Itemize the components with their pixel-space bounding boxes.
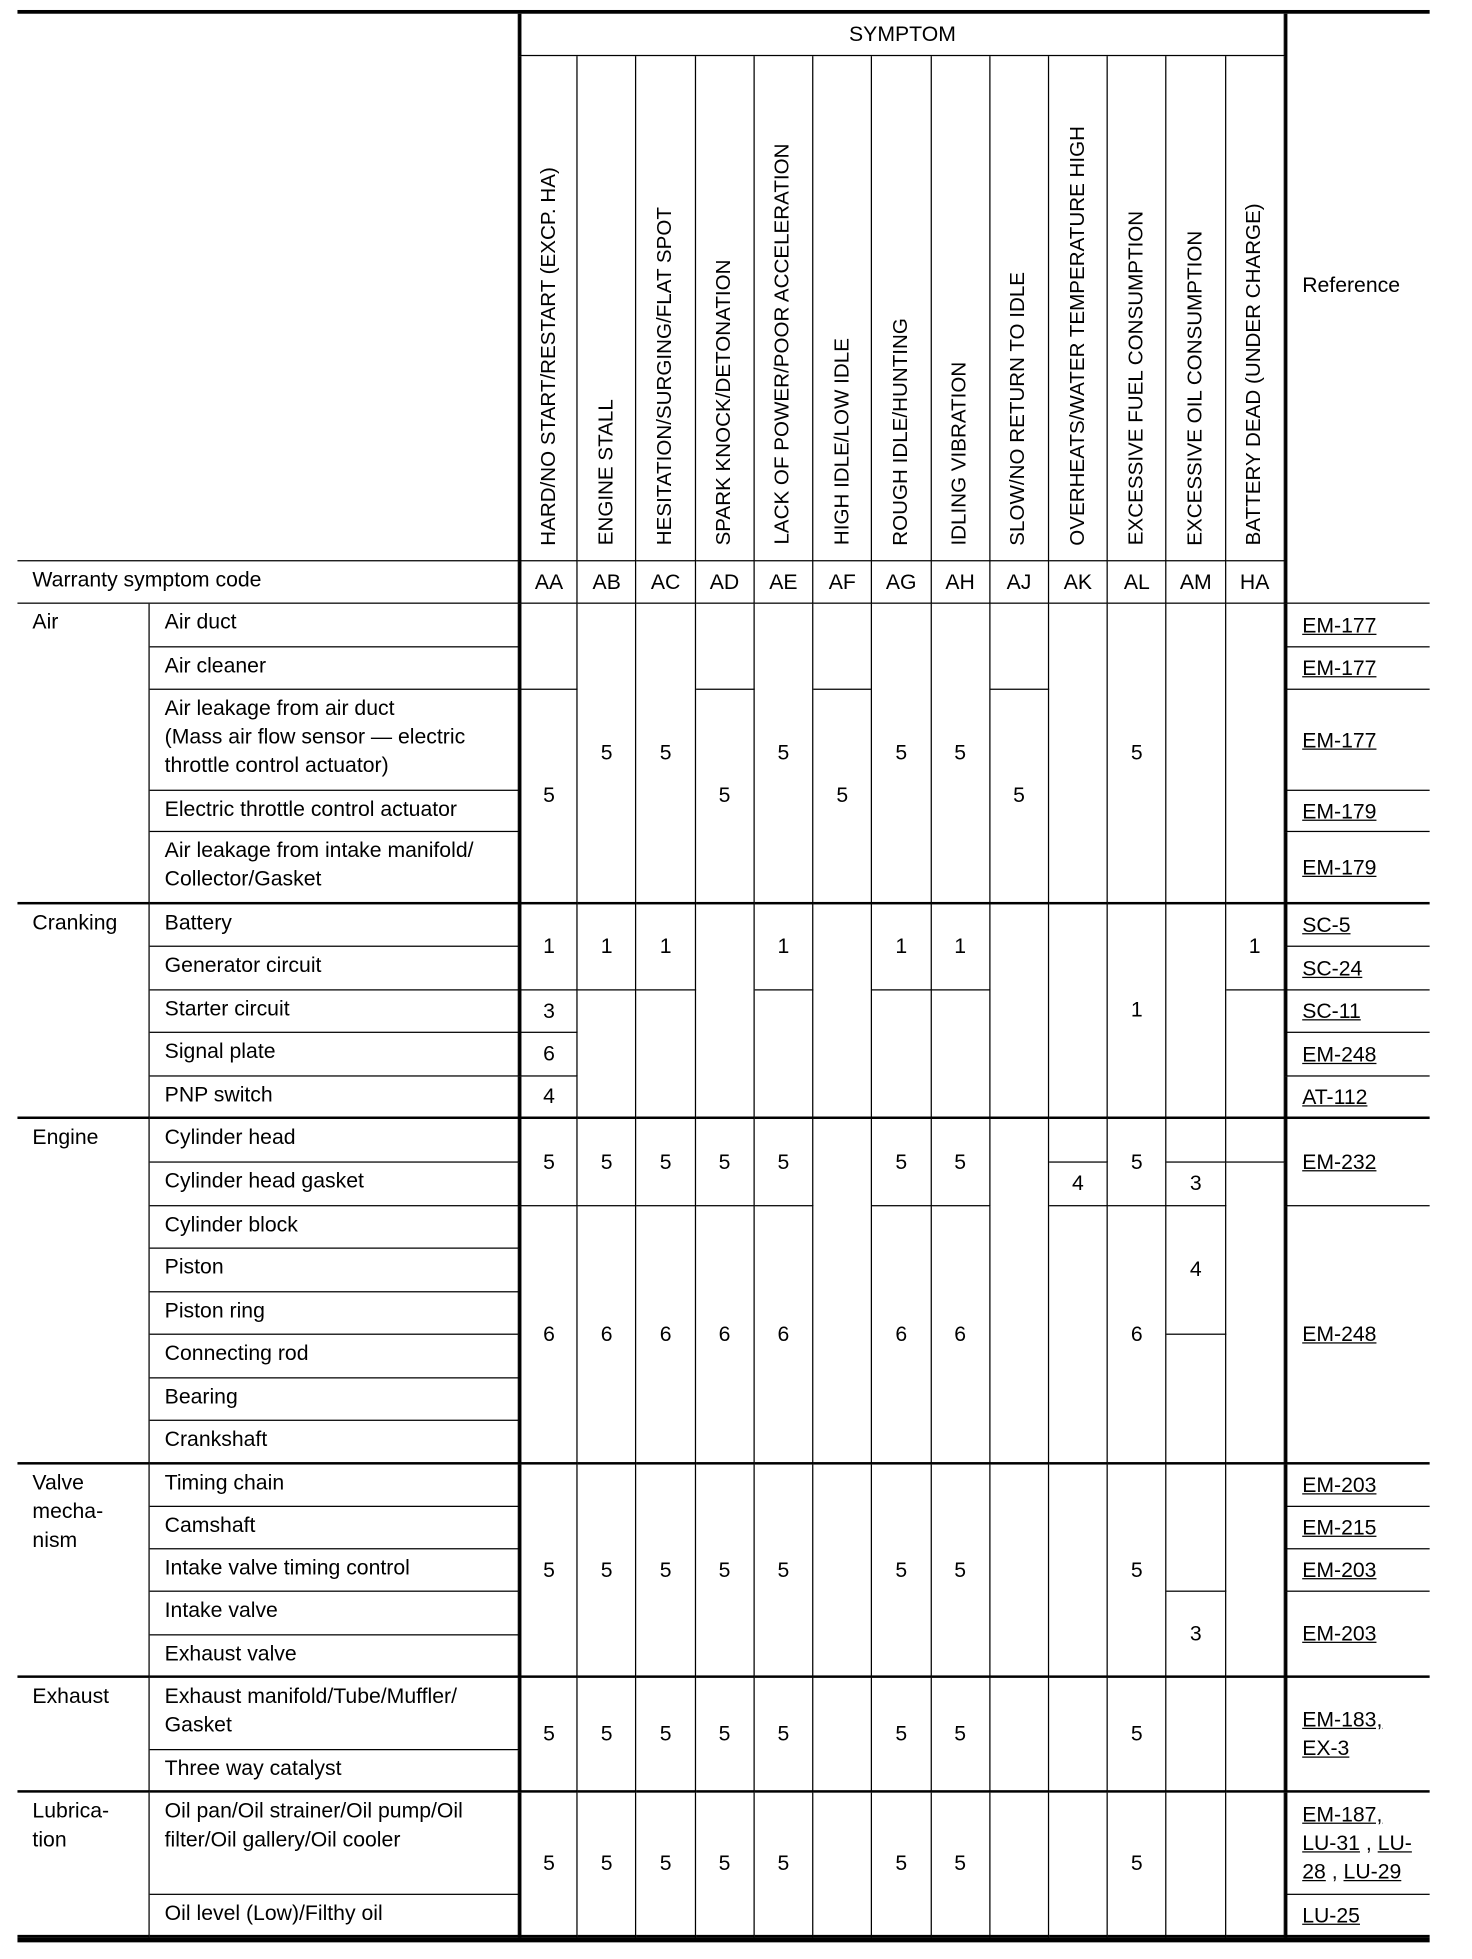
reference-cell xyxy=(1285,1465,1430,1507)
rank-cell: 5 xyxy=(637,1465,696,1678)
reference-link[interactable]: LU-25 xyxy=(1302,1903,1360,1927)
rank-cell xyxy=(813,1119,872,1465)
item-label: Air leakage from air duct (Mass air flow sensor — electric throttle control actuator) xyxy=(150,690,519,791)
rank-cell xyxy=(1226,1793,1285,1938)
symptom-code: AA xyxy=(519,561,578,603)
item-label: PNP switch xyxy=(150,1077,519,1119)
item-label: Piston ring xyxy=(150,1292,519,1334)
reference-link[interactable]: EX-3 xyxy=(1302,1736,1350,1761)
rank-cell: 6 xyxy=(637,1206,696,1464)
group-label: Cranking xyxy=(17,904,149,1119)
rank-cell: 5 xyxy=(519,1678,578,1793)
item-label: Timing chain xyxy=(150,1465,519,1507)
rank-cell: 5 xyxy=(755,1793,814,1938)
item-label: Signal plate xyxy=(150,1033,519,1077)
rank-cell: 1 xyxy=(872,904,931,990)
symptom-header-ah xyxy=(931,56,990,561)
reference-link[interactable]: EM-203 xyxy=(1302,1558,1377,1582)
reference-link[interactable]: EM-177 xyxy=(1302,727,1377,752)
rank-cell: 5 xyxy=(872,1793,931,1938)
rank-cell xyxy=(1226,1465,1285,1678)
reference-link[interactable]: LU-31 xyxy=(1302,1831,1360,1856)
rank-cell xyxy=(931,991,990,1119)
reference-cell xyxy=(1285,991,1430,1033)
rank-cell xyxy=(1167,604,1226,905)
rank-cell: 5 xyxy=(931,1465,990,1678)
rank-cell: 5 xyxy=(755,1678,814,1793)
symptom-header-af xyxy=(813,56,872,561)
rank-cell xyxy=(1226,1678,1285,1793)
item-label: Connecting rod xyxy=(150,1335,519,1379)
rank-cell xyxy=(1167,1465,1226,1592)
symptom-code: AJ xyxy=(990,561,1049,603)
rank-cell: 1 xyxy=(637,904,696,990)
rank-cell xyxy=(990,1678,1049,1793)
rank-cell: 4 xyxy=(1167,1206,1226,1334)
rank-cell: 6 xyxy=(578,1206,637,1464)
rank-cell xyxy=(1167,1678,1226,1793)
symptom-header-am xyxy=(1167,56,1226,561)
rank-cell xyxy=(813,904,872,1119)
reference-cell xyxy=(1285,690,1430,791)
corner-cell xyxy=(17,14,518,562)
rank-cell: 6 xyxy=(931,1206,990,1464)
rank-cell xyxy=(1226,604,1285,905)
item-label: Three way catalyst xyxy=(150,1750,519,1792)
rank-cell xyxy=(1049,1793,1108,1938)
symptom-code: AB xyxy=(578,561,637,603)
rank-cell xyxy=(990,1465,1049,1678)
symptom-code: AK xyxy=(1049,561,1108,603)
item-label: Starter circuit xyxy=(150,991,519,1033)
rank-cell: 5 xyxy=(578,1465,637,1678)
rank-cell: 5 xyxy=(578,1793,637,1938)
symptom-header-ha xyxy=(1226,56,1285,561)
rank-cell xyxy=(1049,1206,1108,1464)
reference-cell xyxy=(1285,1895,1430,1937)
symptom-heading: SYMPTOM xyxy=(519,14,1285,56)
rank-cell: 3 xyxy=(519,991,578,1033)
symptom-code: AF xyxy=(813,561,872,603)
reference-cell xyxy=(1285,947,1430,991)
rank-cell: 5 xyxy=(755,1465,814,1678)
reference-link[interactable]: EM-177 xyxy=(1302,613,1377,637)
rank-cell: 5 xyxy=(872,1465,931,1678)
reference-link[interactable]: SC-11 xyxy=(1302,999,1361,1023)
rank-cell: 5 xyxy=(637,1793,696,1938)
reference-cell xyxy=(1285,1119,1430,1206)
item-label: Air duct xyxy=(150,604,519,648)
rank-cell: 1 xyxy=(519,904,578,990)
rank-cell: 5 xyxy=(872,1678,931,1793)
symptom-name: EXCESSIVE FUEL CONSUMPTION xyxy=(1124,210,1148,546)
rank-cell xyxy=(813,1793,872,1938)
group-label: Air xyxy=(17,604,149,905)
item-label: Exhaust manifold/Tube/Muffler/ Gasket xyxy=(150,1678,519,1750)
rank-cell: 5 xyxy=(755,1119,814,1206)
rank-cell: 5 xyxy=(1108,1119,1167,1206)
reference-link[interactable]: SC-5 xyxy=(1302,913,1351,937)
rank-cell xyxy=(696,904,755,1119)
reference-link[interactable]: EM-179 xyxy=(1302,855,1377,879)
symptom-code: AE xyxy=(755,561,814,603)
item-label: Generator circuit xyxy=(150,947,519,991)
rank-cell: 4 xyxy=(519,1077,578,1119)
rank-cell: 5 xyxy=(637,1678,696,1793)
rank-cell xyxy=(1049,1465,1108,1678)
rank-cell xyxy=(1167,1793,1226,1938)
rank-cell: 5 xyxy=(1108,1678,1167,1793)
rank-cell xyxy=(1226,991,1285,1119)
rank-cell xyxy=(1167,904,1226,1119)
rank-cell xyxy=(1226,1163,1285,1465)
symptom-name: HIGH IDLE/LOW IDLE xyxy=(830,338,853,546)
rank-cell: 5 xyxy=(519,690,578,905)
item-label: Battery xyxy=(150,904,519,946)
rank-cell: 5 xyxy=(931,604,990,905)
rank-cell: 5 xyxy=(696,1678,755,1793)
rank-cell xyxy=(519,604,578,690)
reference-cell xyxy=(1285,1793,1430,1895)
item-label: Exhaust valve xyxy=(150,1635,519,1677)
symptom-code: AM xyxy=(1167,561,1226,603)
item-label: Air leakage from intake manifold/ Collector/Gasket xyxy=(150,832,519,904)
symptom-name: SLOW/NO RETURN TO IDLE xyxy=(1007,271,1030,546)
rank-cell xyxy=(1049,904,1108,1119)
reference-link[interactable]: EM-203 xyxy=(1302,1473,1377,1497)
rank-cell: 1 xyxy=(1108,904,1167,1119)
warranty-code-label: Warranty symptom code xyxy=(17,561,518,603)
item-label: Cylinder block xyxy=(150,1206,519,1248)
symptom-name: HESITATION/SURGING/FLAT SPOT xyxy=(653,207,677,546)
symptom-header-aj xyxy=(990,56,1049,561)
rank-cell: 3 xyxy=(1167,1163,1226,1207)
rank-cell: 1 xyxy=(1226,904,1285,990)
rank-cell xyxy=(813,1678,872,1793)
rank-cell: 6 xyxy=(519,1206,578,1464)
symptom-code: AG xyxy=(872,561,931,603)
symptom-header-ak xyxy=(1049,56,1108,561)
rank-cell xyxy=(813,1465,872,1678)
symptom-name: OVERHEATS/WATER TEMPERATURE HIGH xyxy=(1066,125,1089,546)
symptom-name: HARD/NO START/RESTART (EXCP. HA) xyxy=(537,166,560,546)
reference-link[interactable]: SC-24 xyxy=(1302,956,1363,980)
rank-cell xyxy=(813,604,872,690)
rank-cell: 6 xyxy=(696,1206,755,1464)
symptom-code: HA xyxy=(1226,561,1285,603)
group-label: Valve mecha- nism xyxy=(17,1465,149,1678)
reference-link[interactable]: EM-248 xyxy=(1302,1042,1377,1066)
item-label: Electric throttle control actuator xyxy=(150,791,519,832)
rank-cell: 5 xyxy=(696,690,755,905)
rank-cell: 5 xyxy=(755,604,814,905)
symptom-header-aa xyxy=(519,56,578,561)
rank-cell xyxy=(1049,604,1108,905)
symptom-name: LACK OF POWER/POOR ACCELERATION xyxy=(771,144,795,546)
item-label: Oil level (Low)/Filthy oil xyxy=(150,1895,519,1937)
reference-link[interactable]: EM-177 xyxy=(1302,656,1377,680)
reference-link[interactable]: EM-179 xyxy=(1302,799,1377,823)
rank-cell xyxy=(990,1793,1049,1938)
rank-cell: 5 xyxy=(872,1119,931,1206)
rank-cell: 5 xyxy=(578,1678,637,1793)
reference-cell xyxy=(1285,647,1430,689)
reference-link[interactable]: EM-203 xyxy=(1302,1621,1377,1646)
rank-cell: 5 xyxy=(931,1793,990,1938)
diagnosis-table xyxy=(17,10,1429,1942)
rank-cell: 5 xyxy=(519,1465,578,1678)
item-label: Cylinder head gasket xyxy=(150,1163,519,1207)
rank-cell xyxy=(1167,1119,1226,1163)
rank-cell: 5 xyxy=(696,1793,755,1938)
rank-cell xyxy=(637,991,696,1119)
reference-heading: Reference xyxy=(1285,14,1430,604)
reference-link[interactable]: EM-183, xyxy=(1302,1707,1383,1732)
rank-cell xyxy=(990,604,1049,690)
group-label: Exhaust xyxy=(17,1678,149,1793)
rank-cell: 5 xyxy=(696,1465,755,1678)
symptom-code: AC xyxy=(637,561,696,603)
rank-cell: 5 xyxy=(990,690,1049,905)
reference-cell xyxy=(1285,791,1430,832)
rank-cell xyxy=(1167,1335,1226,1465)
symptom-name: ENGINE STALL xyxy=(594,399,618,546)
reference-link[interactable]: EM-215 xyxy=(1302,1515,1377,1540)
reference-cell xyxy=(1285,1678,1430,1793)
symptom-name: EXCESSIVE OIL CONSUMPTION xyxy=(1183,230,1207,546)
rank-cell: 3 xyxy=(1167,1592,1226,1678)
symptom-code: AD xyxy=(696,561,755,603)
rank-cell xyxy=(578,991,637,1119)
item-label: Crankshaft xyxy=(150,1421,519,1465)
symptom-header-al xyxy=(1108,56,1167,561)
reference-link[interactable]: EM-187, xyxy=(1302,1802,1383,1827)
item-label: Oil pan/Oil strainer/Oil pump/Oil filter/Oil gallery/Oil cooler xyxy=(150,1793,519,1895)
rank-cell xyxy=(1049,1119,1108,1163)
rank-cell xyxy=(872,991,931,1119)
symptom-name: ROUGH IDLE/HUNTING xyxy=(889,317,912,546)
rank-cell: 5 xyxy=(872,604,931,905)
rank-cell: 1 xyxy=(755,904,814,990)
reference-cell xyxy=(1285,1077,1430,1119)
item-label: Air cleaner xyxy=(150,647,519,689)
item-label: Intake valve timing control xyxy=(150,1549,519,1591)
rank-cell: 5 xyxy=(931,1678,990,1793)
rank-cell: 5 xyxy=(519,1793,578,1938)
symptom-header-ae xyxy=(755,56,814,561)
rank-cell xyxy=(1226,1119,1285,1163)
rank-cell: 1 xyxy=(931,904,990,990)
reference-cell xyxy=(1285,1549,1430,1591)
symptom-name: SPARK KNOCK/DETONATION xyxy=(712,259,736,546)
rank-cell xyxy=(1049,1678,1108,1793)
rank-cell: 5 xyxy=(637,1119,696,1206)
item-label: Intake valve xyxy=(150,1592,519,1636)
rank-cell xyxy=(696,604,755,690)
rank-cell: 5 xyxy=(813,690,872,905)
rank-cell: 5 xyxy=(519,1119,578,1206)
symptom-name: BATTERY DEAD (UNDER CHARGE) xyxy=(1242,203,1266,546)
rank-cell: 4 xyxy=(1049,1163,1108,1207)
rank-cell: 6 xyxy=(519,1033,578,1077)
reference-link[interactable]: LU-28 xyxy=(1302,1831,1412,1884)
rank-cell: 5 xyxy=(578,604,637,905)
symptom-header-ac xyxy=(637,56,696,561)
rank-cell: 5 xyxy=(1108,1465,1167,1678)
reference-cell xyxy=(1285,1507,1430,1549)
symptom-name: IDLING VIBRATION xyxy=(948,361,971,546)
reference-cell xyxy=(1285,604,1430,648)
reference-cell xyxy=(1285,1592,1430,1678)
reference-cell xyxy=(1285,1033,1430,1077)
rank-cell: 5 xyxy=(1108,1793,1167,1938)
rank-cell: 5 xyxy=(637,604,696,905)
item-label: Camshaft xyxy=(150,1507,519,1549)
reference-link[interactable]: EM-232 xyxy=(1302,1150,1377,1174)
rank-cell: 6 xyxy=(872,1206,931,1464)
group-label: Engine xyxy=(17,1119,149,1465)
item-label: Piston xyxy=(150,1249,519,1293)
rank-cell xyxy=(990,904,1049,1119)
item-label: Bearing xyxy=(150,1378,519,1420)
symptom-header-ag xyxy=(872,56,931,561)
separator: , xyxy=(1365,1831,1372,1856)
rank-cell: 5 xyxy=(931,1119,990,1206)
reference-link[interactable]: AT-112 xyxy=(1302,1084,1368,1109)
rank-cell xyxy=(755,991,814,1119)
reference-link[interactable]: LU-29 xyxy=(1343,1860,1402,1884)
symptom-header-ab xyxy=(578,56,637,561)
symptom-header-ad xyxy=(696,56,755,561)
reference-cell xyxy=(1285,832,1430,904)
group-label: Lubrica- tion xyxy=(17,1793,149,1938)
reference-cell xyxy=(1285,1206,1430,1464)
rank-cell: 5 xyxy=(696,1119,755,1206)
symptom-code: AH xyxy=(931,561,990,603)
item-label: Cylinder head xyxy=(150,1119,519,1163)
symptom-code: AL xyxy=(1108,561,1167,603)
reference-link[interactable]: EM-248 xyxy=(1302,1322,1377,1347)
rank-cell: 5 xyxy=(578,1119,637,1206)
rank-cell: 1 xyxy=(578,904,637,990)
reference-cell xyxy=(1285,904,1430,946)
rank-cell: 6 xyxy=(755,1206,814,1464)
separator: , xyxy=(1331,1860,1338,1884)
rank-cell xyxy=(990,1119,1049,1465)
rank-cell: 5 xyxy=(1108,604,1167,905)
rank-cell: 6 xyxy=(1108,1206,1167,1464)
